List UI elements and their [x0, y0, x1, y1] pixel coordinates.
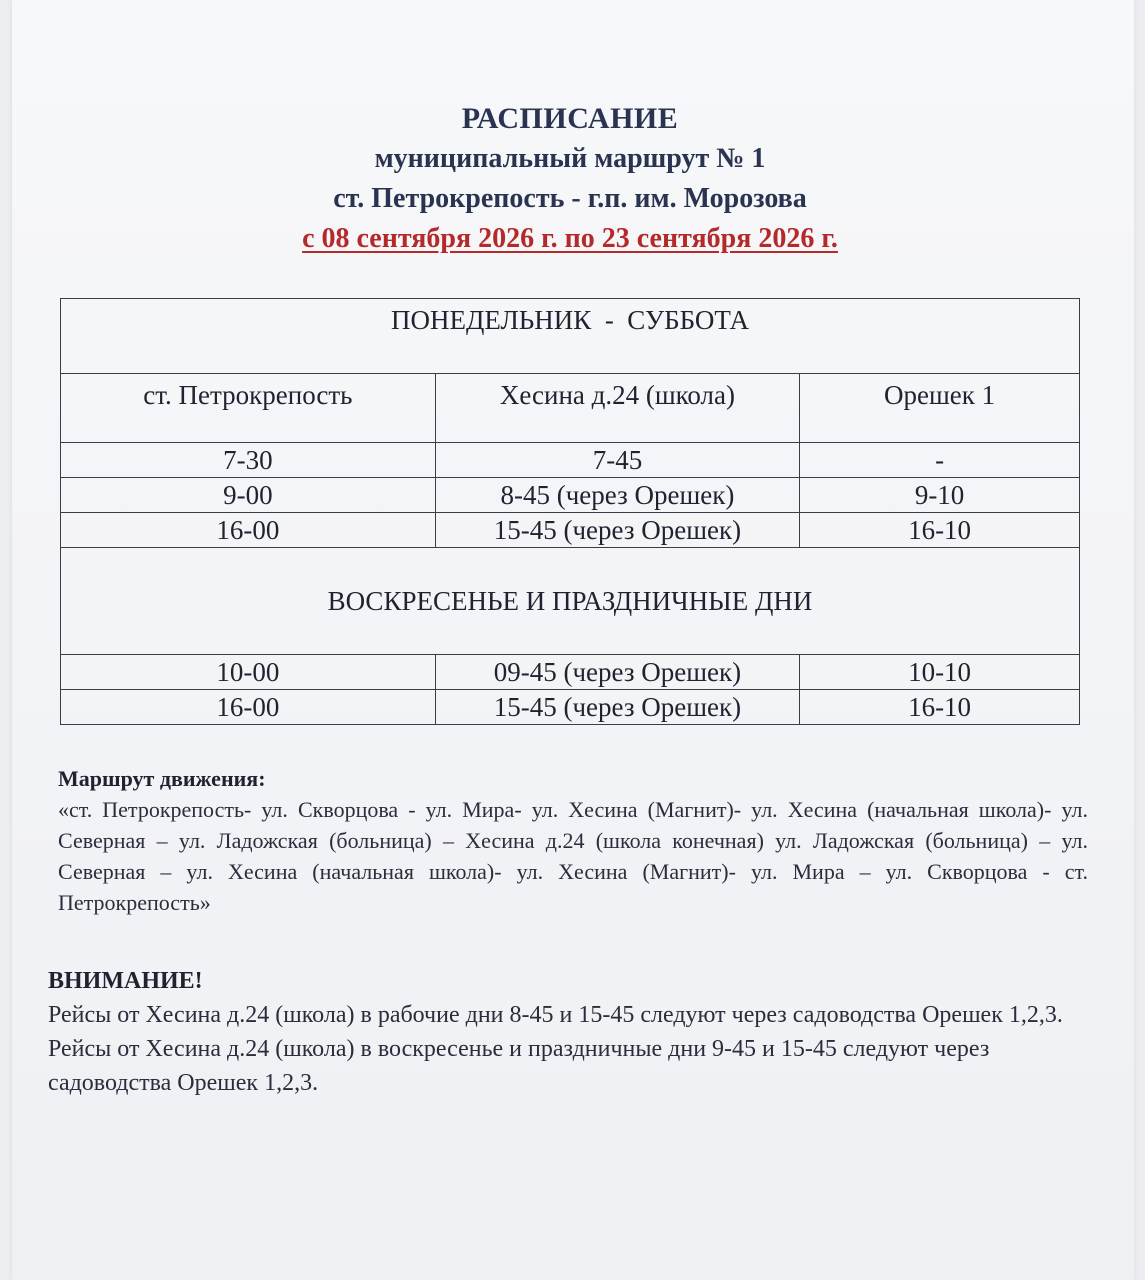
table-cell: 7-30 — [61, 443, 436, 478]
table-row — [61, 513, 1080, 548]
table-cell: 10-10 — [800, 655, 1080, 690]
route-section — [58, 763, 1088, 918]
table-row — [61, 478, 1080, 513]
table-cell: 8-45 (через Орешек) — [435, 478, 799, 513]
attention-label: ВНИМАНИЕ! — [48, 968, 203, 994]
column-header-row — [61, 374, 1080, 443]
route-label: Маршрут движения: — [58, 766, 266, 791]
table-cell: - — [800, 443, 1080, 478]
table-cell: 15-45 (через Орешек) — [435, 513, 799, 548]
table-cell: 15-45 (через Орешек) — [435, 690, 799, 725]
sunday-title: ВОСКРЕСЕНЬЕ И ПРАЗДНИЧНЫЕ ДНИ — [61, 548, 1080, 655]
weekday-header-row — [61, 299, 1080, 374]
route-endpoints: ст. Петрокрепость - г.п. им. Морозова — [333, 183, 807, 214]
weekday-title: ПОНЕДЕЛЬНИК - СУББОТА — [61, 299, 1080, 374]
table-cell: 9-10 — [800, 478, 1080, 513]
table-cell: 16-10 — [800, 690, 1080, 725]
schedule-table — [60, 298, 1080, 725]
table-cell: 10-00 — [61, 655, 436, 690]
table-cell: 16-00 — [61, 513, 436, 548]
sunday-header-row — [61, 548, 1080, 655]
table-cell: 9-00 — [61, 478, 436, 513]
table-cell: 7-45 — [435, 443, 799, 478]
table-cell: 16-00 — [61, 690, 436, 725]
attention-section — [48, 964, 1088, 1100]
validity-period — [0, 223, 1140, 255]
route-name: муниципальный маршрут № 1 — [374, 143, 766, 174]
validity-period-text: с 08 сентября 2026 г. по 23 сентября 2026 г. — [302, 223, 838, 254]
route-description: «ст. Петрокрепость- ул. Скворцова - ул. Мира- ул. Хесина (Магнит)- ул. Хесина (начальная школа)- ул. Северная – ул. Ладожская (больница) – Хесина д.24 (школа конечная) ул. Ладожская (больница) – ул. Северная – ул. Хесина (начальная школа)- ул. Хесина (Магнит)- ул. Мира – ул. Скворцова - ст. Петрокрепость» — [58, 797, 1088, 915]
column-header-khesina: Хесина д.24 (школа) — [435, 374, 799, 443]
column-header-petrokrepost: ст. Петрокрепость — [61, 374, 436, 443]
attention-note-weekdays: Рейсы от Хесина д.24 (школа) в рабочие дни 8-45 и 15-45 следуют через садоводства Орешек 1,2,3. — [48, 1002, 1063, 1028]
column-header-oreshek: Орешек 1 — [800, 374, 1080, 443]
document-title: РАСПИСАНИЕ — [461, 102, 679, 135]
table-cell: 16-10 — [800, 513, 1080, 548]
table-row — [61, 443, 1080, 478]
attention-note-sundays: Рейсы от Хесина д.24 (школа) в воскресенье и праздничные дни 9-45 и 15-45 следуют через садоводства Орешек 1,2,3. — [48, 1036, 990, 1096]
table-row — [61, 690, 1080, 725]
table-cell: 09-45 (через Орешек) — [435, 655, 799, 690]
table-row — [61, 655, 1080, 690]
